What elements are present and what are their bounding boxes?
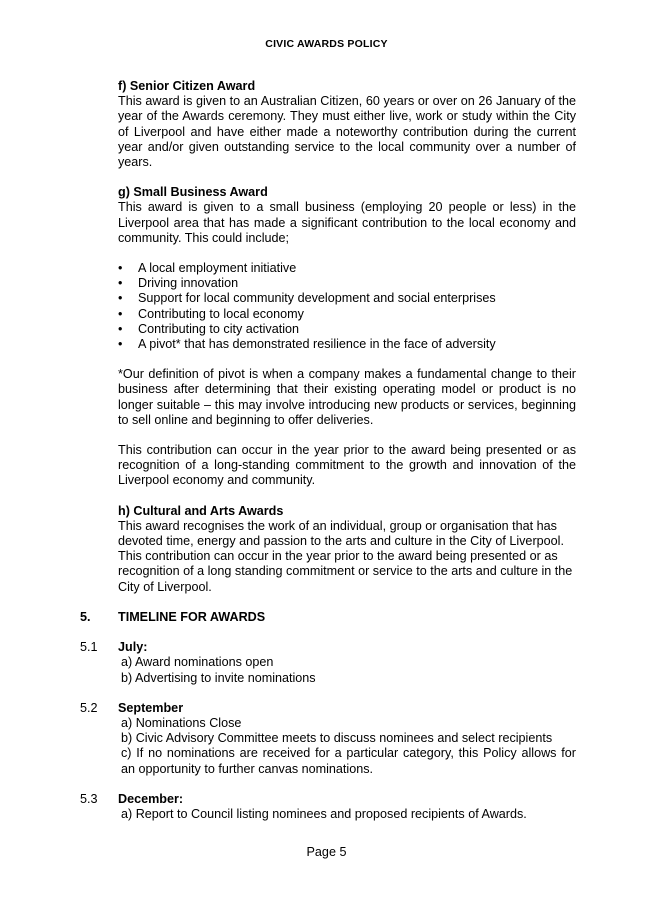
bullet-item: • Support for local community development and social enterprises	[118, 291, 576, 306]
pivot-definition-note: *Our definition of pivot is when a company makes a fundamental change to their business after determining that their existing operating model or product is no longer suitable – this may involve introducing new products or services, beginning to sell online and beginning to offer deliveries.	[118, 367, 576, 427]
item-line: a) Nominations Close	[121, 715, 242, 730]
page-header: CIVIC AWARDS POLICY	[265, 38, 388, 50]
timeline-section-heading	[80, 609, 576, 625]
item-heading: July:	[118, 640, 148, 655]
item-number: 5.3	[80, 791, 98, 806]
section-h-body: This award recognises the work of an individual, group or organisation that has devoted time, energy and passion to the arts and culture in the City of Liverpool. This contribution can occur in the year prior to the award being presented or as recognition of a long standing commitment or service to the arts and culture in the City of Liverpool.	[118, 518, 573, 594]
bullet-item: • Driving innovation	[118, 276, 576, 291]
bullet-item: • Contributing to local economy	[118, 307, 576, 322]
item-line: b) Advertising to invite nominations	[121, 670, 316, 685]
item-line: a) Award nominations open	[121, 655, 274, 670]
item-heading: December:	[118, 791, 184, 806]
section-f-title: f) Senior Citizen Award	[118, 79, 256, 93]
item-line: a) Report to Council listing nominees and proposed recipients of Awards.	[121, 806, 527, 821]
section-number: 5.	[80, 609, 91, 624]
bullet-item: • A pivot* that has demonstrated resilience in the face of adversity	[118, 337, 576, 352]
item-line: b) Civic Advisory Committee meets to discuss nominees and select recipients	[121, 731, 553, 746]
timeline-item-july	[80, 640, 576, 686]
item-number: 5.1	[80, 640, 98, 655]
contribution-note: This contribution can occur in the year prior to the award being presented or as recognition of a long-standing commitment to the growth and innovation of the Liverpool economy and community.	[118, 443, 576, 488]
item-number: 5.2	[80, 700, 98, 715]
bullet-item: • Contributing to city activation	[118, 322, 576, 337]
section-g-body: This award is given to a small business (employing 20 people or less) in the Liverpool area that has made a significant contribution to the local economy and community. This could include;	[118, 200, 576, 245]
item-line: c) If no nominations are received for a particular category, this Policy allows for an opportunity to further canvas nominations.	[121, 746, 576, 776]
timeline-item-september	[80, 700, 576, 777]
bullet-item: • A local employment initiative	[118, 261, 576, 276]
timeline-title: TIMELINE FOR AWARDS	[118, 609, 266, 624]
document-body	[80, 79, 576, 822]
page-number: Page 5	[306, 845, 347, 859]
section-g-bullet-list	[118, 261, 576, 352]
section-f-body: This award is given to an Australian Citizen, 60 years or over on 26 January of the year of the Awards ceremony. They must either live, work or study within the City of Liverpool and have either made a noteworthy contribution during the current year and/or given outstanding service to the local community over a number of years.	[118, 94, 576, 170]
timeline-item-december	[80, 791, 576, 822]
item-heading: September	[118, 700, 184, 715]
section-h-title: h) Cultural and Arts Awards	[118, 503, 284, 518]
section-g-title: g) Small Business Award	[118, 185, 268, 200]
